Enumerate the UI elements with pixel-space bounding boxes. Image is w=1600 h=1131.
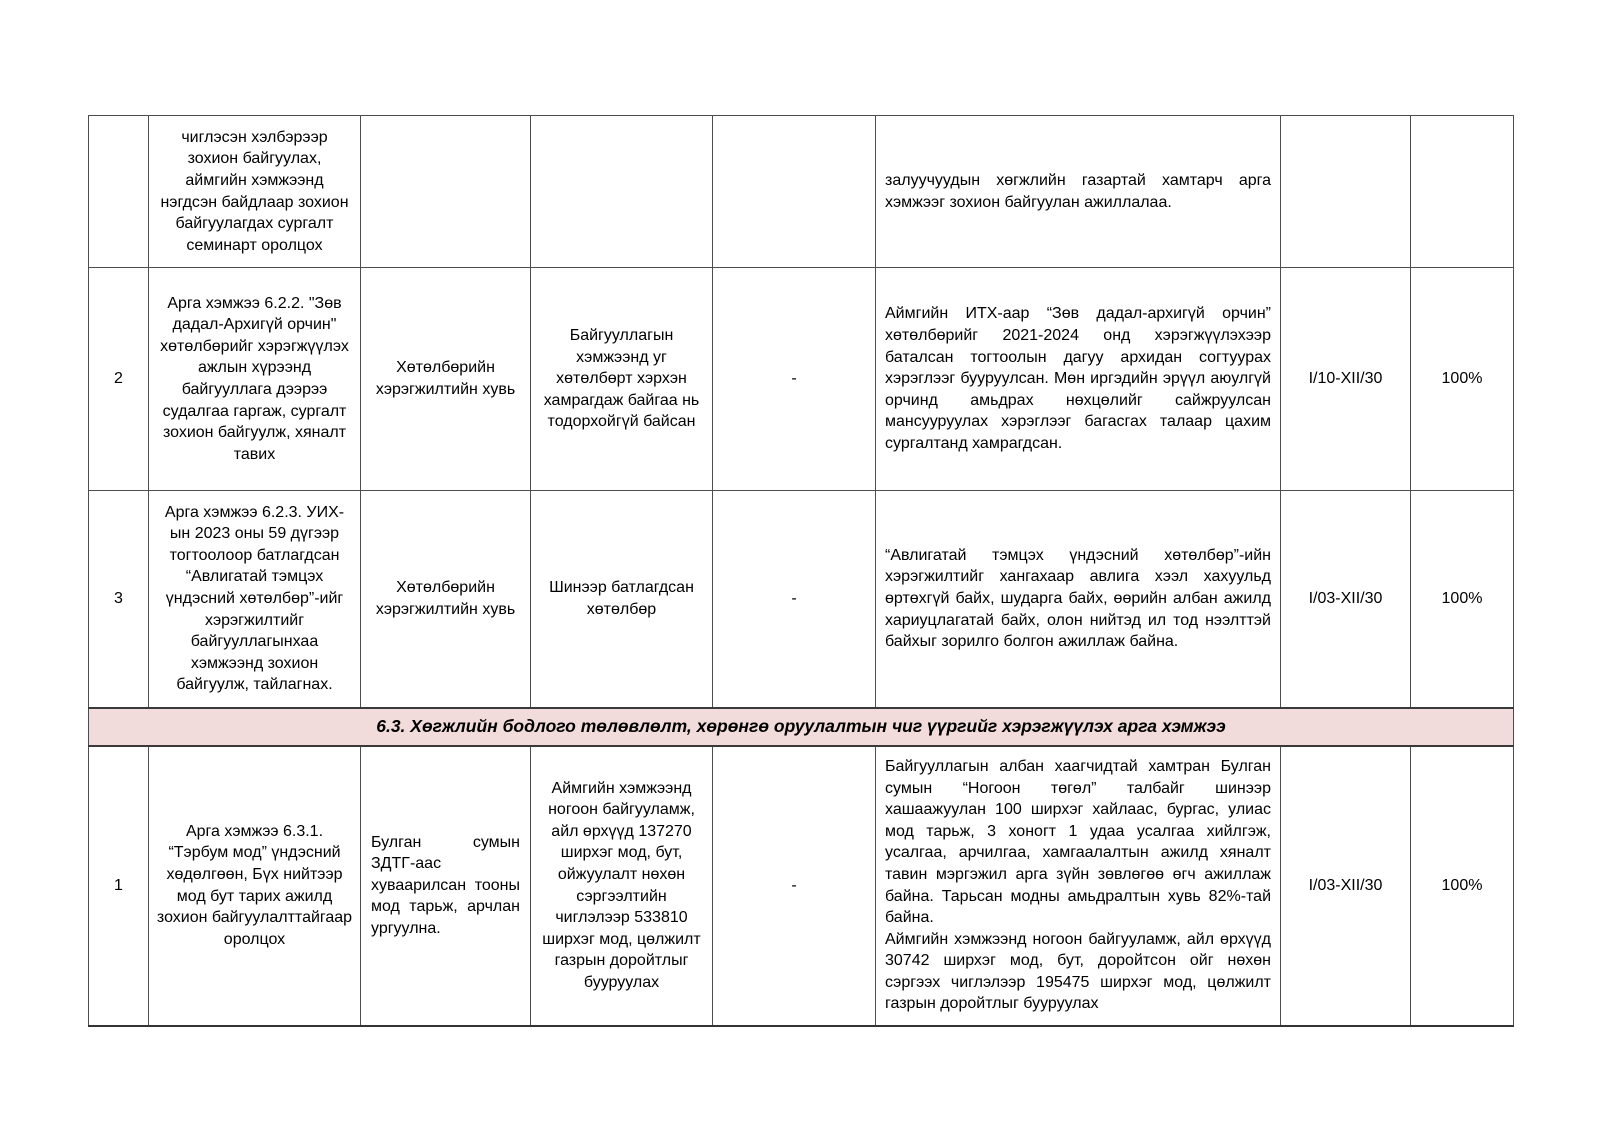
period-cell: I/03-XII/30 bbox=[1281, 746, 1411, 1026]
result-paragraph: Аймгийн хэмжээнд ногоон байгууламж, айл өрхүүд 30742 ширхэг мод, бут, доройтсон ойг нөхөн сэргээх чиглэлээр 195475 ширхэг мод, цөлжилт газрын доройтлыг бууруулах bbox=[885, 930, 1271, 1013]
percent-cell: 100% bbox=[1411, 491, 1514, 708]
baseline-cell: Шинээр батлагдсан хөтөлбөр bbox=[531, 491, 713, 708]
percent-cell bbox=[1411, 116, 1514, 268]
row-number-cell: 1 bbox=[89, 746, 149, 1026]
table-row bbox=[89, 116, 1514, 268]
baseline-cell: Байгууллагын хэмжээнд уг хөтөлбөрт хэрхэн хамрагдаж байгаа нь тодорхойгүй байсан bbox=[531, 268, 713, 491]
result-cell bbox=[876, 746, 1281, 1026]
row-number-cell bbox=[89, 116, 149, 268]
report-table bbox=[88, 115, 1514, 1027]
result-cell: залуучуудын хөгжлийн газартай хамтарч арга хэмжээг зохион байгуулан ажиллалаа. bbox=[876, 116, 1281, 268]
indicator-cell: Хөтөлбөрийн хэрэгжилтийн хувь bbox=[361, 491, 531, 708]
dash-cell: - bbox=[713, 746, 876, 1026]
row-number-cell: 2 bbox=[89, 268, 149, 491]
section-header: 6.3. Хөгжлийн бодлого төлөвлөлт, хөрөнгө оруулалтын чиг үүргийг хэрэгжүүлэх арга хэмжээ bbox=[89, 708, 1514, 746]
baseline-cell: Аймгийн хэмжээнд ногоон байгууламж, айл өрхүүд 137270 ширхэг мод, бут, ойжуулалт нөхөн сэргээлтийн чиглэлээр 533810 ширхэг мод, цөлжилт газрын доройтлыг бууруулах bbox=[531, 746, 713, 1026]
indicator-cell bbox=[361, 116, 531, 268]
dash-cell bbox=[713, 116, 876, 268]
period-cell bbox=[1281, 116, 1411, 268]
section-header-row bbox=[89, 708, 1514, 746]
percent-cell: 100% bbox=[1411, 746, 1514, 1026]
row-number-cell: 3 bbox=[89, 491, 149, 708]
result-cell: Аймгийн ИТХ-аар “Зөв дадал-архигүй орчин” хөтөлбөрийг 2021-2024 онд хэрэгжүүлэхээр баталсан тогтоолын дагуу архидан согтуурах хэрэглээг бууруулсан. Мөн иргэдийн эрүүл аюулгүй орчинд амьдрах нөхцөлийг сайжруулсан мансууруулах хэрэглээг багасгах талаар цахим сургалтанд хамрагдсан. bbox=[876, 268, 1281, 491]
percent-cell: 100% bbox=[1411, 268, 1514, 491]
period-cell: I/03-XII/30 bbox=[1281, 491, 1411, 708]
indicator-cell: Хөтөлбөрийн хэрэгжилтийн хувь bbox=[361, 268, 531, 491]
table-row bbox=[89, 491, 1514, 708]
activity-cell: Арга хэмжээ 6.3.1. “Тэрбум мод” үндэсний хөдөлгөөн, Бүх нийтээр мод бут тарих ажилд зохион байгуулалттайгаар оролцох bbox=[149, 746, 361, 1026]
indicator-cell: Булган сумын ЗДТГ-аас хуваарилсан тооны мод тарьж, арчлан ургуулна. bbox=[361, 746, 531, 1026]
activity-cell: чиглэсэн хэлбэрээр зохион байгуулах, аймгийн хэмжээнд нэгдсэн байдлаар зохион байгуулагдах сургалт семинарт оролцох bbox=[149, 116, 361, 268]
dash-cell: - bbox=[713, 491, 876, 708]
result-paragraph: Байгууллагын албан хаагчидтай хамтран Булган сумын “Ногоон төгөл” талбайг шинээр хашаажуулан 100 ширхэг хайлаас, бургас, улиас мод тарьж, 3 хоногт 1 удаа усалгаа хийлгэж, усалгаа, арчилгаа, хамгаалалтын ажилд хяналт тавин мэргэжил арга зүйн зөвлөгөө өгч ажиллаж байна. Тарьсан модны амьдралтын хувь 82%-тай байна. bbox=[885, 757, 1271, 927]
result-cell: “Авлигатай тэмцэх үндэсний хөтөлбөр”-ийн хэрэгжилтийг хангахаар авлига хээл хахуульд өртөхгүй байх, шударга байх, өөрийн албан ажилд хариуцлагатай байх, олон нийтэд ил тод нээлттэй байхыг зорилго болгон ажиллаж байна. bbox=[876, 491, 1281, 708]
table-row bbox=[89, 268, 1514, 491]
dash-cell: - bbox=[713, 268, 876, 491]
table-row bbox=[89, 746, 1514, 1026]
activity-cell: Арга хэмжээ 6.2.2. "Зөв дадал-Архигүй орчин" хөтөлбөрийг хэрэгжүүлэх ажлын хүрээнд байгууллага дээрээ судалгаа гаргаж, сургалт зохион байгуулж, хяналт тавих bbox=[149, 268, 361, 491]
period-cell: I/10-XII/30 bbox=[1281, 268, 1411, 491]
baseline-cell bbox=[531, 116, 713, 268]
activity-cell: Арга хэмжээ 6.2.3. УИХ-ын 2023 оны 59 дүгээр тогтоолоор батлагдсан “Авлигатай тэмцэх үндэсний хөтөлбөр”-ийг хэрэгжилтийг байгууллагынхаа хэмжээнд зохион байгуулж, тайлагнах. bbox=[149, 491, 361, 708]
